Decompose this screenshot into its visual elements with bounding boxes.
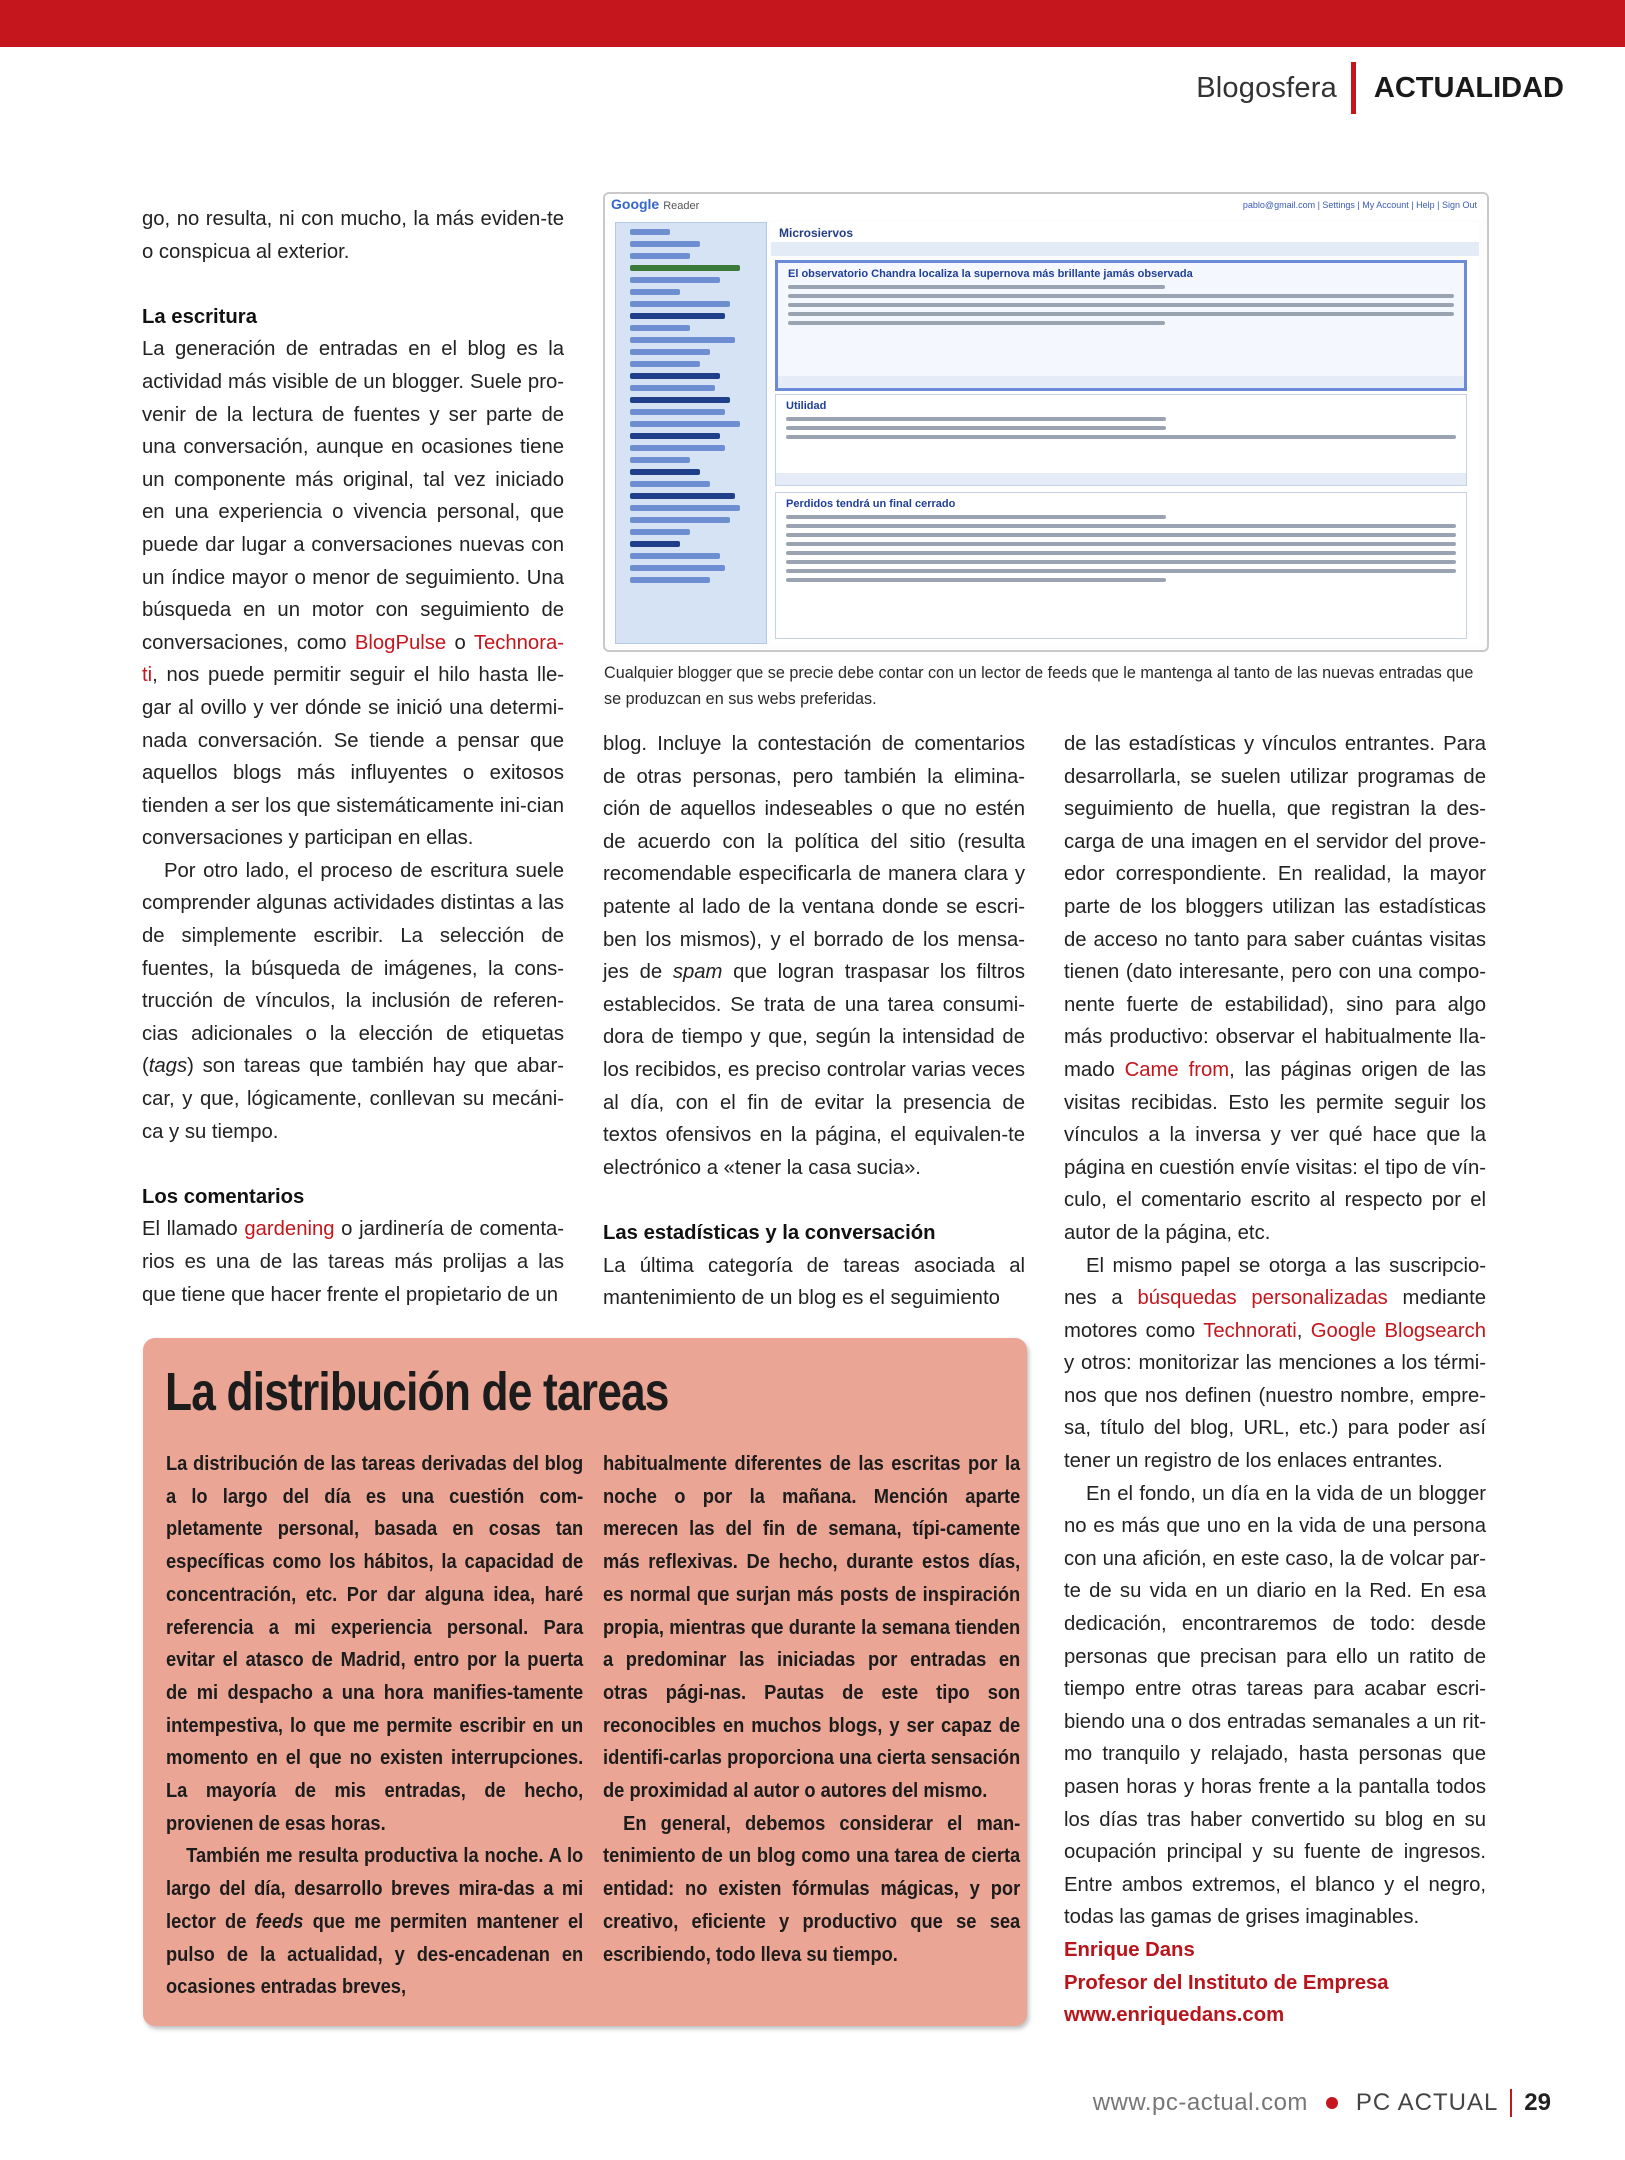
link-busquedas-personalizadas[interactable]: búsquedas personalizadas — [1137, 1287, 1388, 1310]
column-1 — [142, 203, 564, 1311]
col1-paragraph-1: La generación de entradas en el blog es la actividad más visible de un blogger. Suele pro-venir de la lectura de fuentes y ser parte de una conversación, aunque en ocasiones tiene un componente más original, tal vez iniciado en una experiencia o vivencia personal, que puede dar lugar a conversaciones nuevas con un índice mayor o menor de seguimiento. Una búsqueda en un motor con seguimiento de conversaciones, como BlogPulse o Technora-ti, nos puede permitir seguir el hilo hasta lle-gar al ovillo y ver dónde se inició una determi-nada conversación. Se tiende a pensar que aquellos blogs más influyentes o exitosos tienden a ser los que sistemáticamente ini-cian conversaciones y participan en ellas. — [142, 338, 564, 850]
reader-entry-1: El observatorio Chandra localiza la supernova más brillante jamás observada — [775, 260, 1467, 391]
author-role: Profesor del Instituto de Empresa — [1064, 1971, 1389, 1994]
reader-user-links: pablo@gmail.com | Settings | My Account | Help | Sign Out — [1242, 200, 1477, 210]
reader-main — [771, 222, 1479, 644]
column-2 — [603, 728, 1025, 1315]
column-3 — [1064, 728, 1486, 2032]
link-technorati[interactable]: Technora-ti — [142, 631, 564, 687]
figure-caption: Cualquier blogger que se precie debe contar con un lector de feeds que le mantenga al tanto de las nuevas entradas que se produzcan en sus webs preferidas. — [604, 664, 1474, 708]
sidebar-c1-paragraph-2: También me resulta productiva la noche. A lo largo del día, desarrollo breves mira-das a mi lector de feeds que me permiten mantener el pulso de la actualidad, y des-encadenan en ocasiones entradas breves, — [166, 1845, 584, 1999]
category-name: ACTUALIDAD — [1373, 71, 1564, 104]
page-header — [1196, 62, 1564, 114]
col3-paragraph-3: En el fondo, un día en la vida de un blogger no es más que uno en la vida de una persona con una afición, en este caso, la de volcar par-te de su vida en un diario en la Red. En esa dedicación, encontraremos de todo: desde personas que precisan para ello un ratito de tiempo entre otras tareas para acabar escri-biendo una o dos entradas semanales a un rit-mo tranquilo y relajado, hasta personas que pasen horas y horas frente a la pantalla todos los días tras haber convertido su blog en su ocupación principal y su fuente de ingresos. Entre ambos extremos, el blanco y el negro, todas las gamas de grises imaginables. — [1064, 1482, 1486, 1929]
author-name: Enrique Dans — [1064, 1938, 1195, 1961]
sidebar-c2-paragraph-1: habitualmente diferentes de las escritas por la noche o por la mañana. Mención aparte merecen las del fin de semana, típi-camente más reflexivas. De hecho, durante estos días, es normal que surjan más posts de inspiración propia, mientras que durante la semana tienden a predominar las iniciadas por entradas en otras pági-nas. Pautas de este tipo son reconocibles en muchos blogs, y ser capaz de identifi-carlas proporciona una cierta sensación de proximidad al autor o autores del mismo. — [603, 1453, 1021, 1803]
heading-la-escritura: La escritura — [142, 305, 257, 328]
google-reader-screenshot — [603, 192, 1489, 652]
author-website[interactable]: www.enriquedans.com — [1064, 2004, 1285, 2027]
sidebar-c1-paragraph-1: La distribución de las tareas derivadas del blog a lo largo del día es una cuestión com-pletamente personal, basada en cosas tan específicas como los hábitos, la capacidad de concentración, etc. Por dar alguna idea, haré referencia a mi experiencia personal. Para evitar el atasco de Madrid, entro por la puerta de mi despacho a una hora manifies-tamente intempestiva, lo que me permite escribir en un momento en el que no existen interrupciones. La mayoría de mis entradas, de hecho, provienen de esas horas. — [166, 1453, 584, 1835]
col1-intro: go, no resulta, ni con mucho, la más eviden-te o conspicua al exterior. — [142, 208, 564, 263]
sidebar-column-2 — [603, 1448, 1020, 1971]
reader-logo: Google Reader — [611, 196, 700, 212]
header-divider — [1351, 62, 1356, 114]
top-red-bar — [0, 0, 1625, 47]
col2-paragraph-2: La última categoría de tareas asociada al mantenimiento de un blog es el seguimiento — [603, 1254, 1025, 1310]
link-came-from[interactable]: Came from — [1124, 1058, 1230, 1081]
term-tags: tags — [148, 1055, 188, 1078]
footer-bullet — [1326, 2097, 1338, 2109]
reader-entry-2: Utilidad — [775, 394, 1467, 486]
col2-paragraph-1: blog. Incluye la contestación de comentarios de otras personas, pero también la elimina-ción de aquellos indeseables o que no estén de acuerdo con la política del sitio (resulta recomendable especificarla de manera clara y patente al lado de la ventana donde se escri-ben los mismos), y el borrado de los mensa-jes de spam que logran traspasar los filtros establecidos. Se trata de una tarea consumi-dora de tiempo y que, según la intensidad de los recibidos, es preciso controlar varias veces al día, con el fin de evitar la presencia de textos ofensivos en la página, el equivalen-te electrónico a «tener la casa sucia». — [603, 733, 1025, 1179]
page-number: 29 — [1524, 2089, 1551, 2116]
term-spam: spam — [672, 961, 723, 984]
reader-entry-3: Perdidos tendrá un final cerrado — [775, 492, 1467, 639]
page-footer — [1093, 2087, 1551, 2119]
reader-sidebar — [615, 222, 767, 644]
reader-feed-title: Microsiervos — [779, 226, 854, 240]
link-gardening[interactable]: gardening — [244, 1218, 335, 1241]
footer-url[interactable]: www.pc-actual.com — [1092, 2089, 1308, 2116]
section-name: Blogosfera — [1196, 71, 1337, 104]
link-technorati-2[interactable]: Technorati — [1203, 1319, 1297, 1342]
sidebar-box — [143, 1338, 1027, 2026]
link-blogpulse[interactable]: BlogPulse — [354, 631, 447, 654]
reader-toolbar — [771, 242, 1479, 256]
footer-magazine: PC ACTUAL — [1355, 2089, 1499, 2116]
heading-los-comentarios: Los comentarios — [142, 1185, 305, 1208]
sidebar-title: La distribución de tareas — [165, 1362, 669, 1422]
link-google-blogsearch[interactable]: Google Blogsearch — [1310, 1319, 1486, 1342]
col1-paragraph-2: Por otro lado, el proceso de escritura suele comprender algunas actividades distintas a las de simplemente escribir. La selección de fuentes, la búsqueda de imágenes, la cons-trucción de vínculos, la inclusión de referen-cias adicionales o la elección de etiquetas (tags) son tareas que también hay que abar-car, y que, lógicamente, conllevan su mecáni-ca y su tiempo. — [142, 859, 564, 1143]
heading-estadisticas: Las estadísticas y la conversación — [603, 1221, 936, 1244]
reader-topbar — [605, 194, 1487, 220]
term-feeds: feeds — [255, 1910, 304, 1933]
footer-divider — [1510, 2089, 1512, 2117]
sidebar-column-1 — [166, 1448, 583, 2004]
col1-paragraph-3: El llamado gardening o jardinería de comenta-rios es una de las tareas más prolijas a las que tiene que hacer frente el propietario de un — [142, 1218, 564, 1306]
col3-paragraph-2: El mismo papel se otorga a las suscripcio-nes a búsquedas personalizadas mediante motores como Technorati, Google Blogsearch y otros: monitorizar las menciones a los térmi-nos que nos definen (nuestro nombre, empre-sa, título del blog, URL, etc.) para poder así tener un registro de los enlaces entrantes. — [1064, 1254, 1486, 1473]
col3-paragraph-1: de las estadísticas y vínculos entrantes. Para desarrollarla, se suelen utilizar programas de seguimiento de huella, que registran la des-carga de una imagen en el servidor del prove-edor correspondiente. En realidad, la mayor parte de los bloggers utilizan las estadísticas de acceso no tanto para saber cuántas visitas tienen (dato interesante, pero con una compo-nente fuerte de estabilidad), sino para algo más productivo: observar el habitualmente lla-mado Came from, las páginas origen de las visitas recibidas. Esto les permite seguir los vínculos a la inversa y ver qué hace que la página en cuestión envíe visitas: el tipo de vín-culo, el comentario escrito al respecto por el autor de la página, etc. — [1064, 733, 1486, 1244]
sidebar-c2-paragraph-2: En general, debemos considerar el man-tenimiento de un blog como una tarea de cierta entidad: no existen fórmulas mágicas, y por creativo, eficiente y productivo que se sea escribiendo, todo lleva su tiempo. — [603, 1812, 1021, 1966]
